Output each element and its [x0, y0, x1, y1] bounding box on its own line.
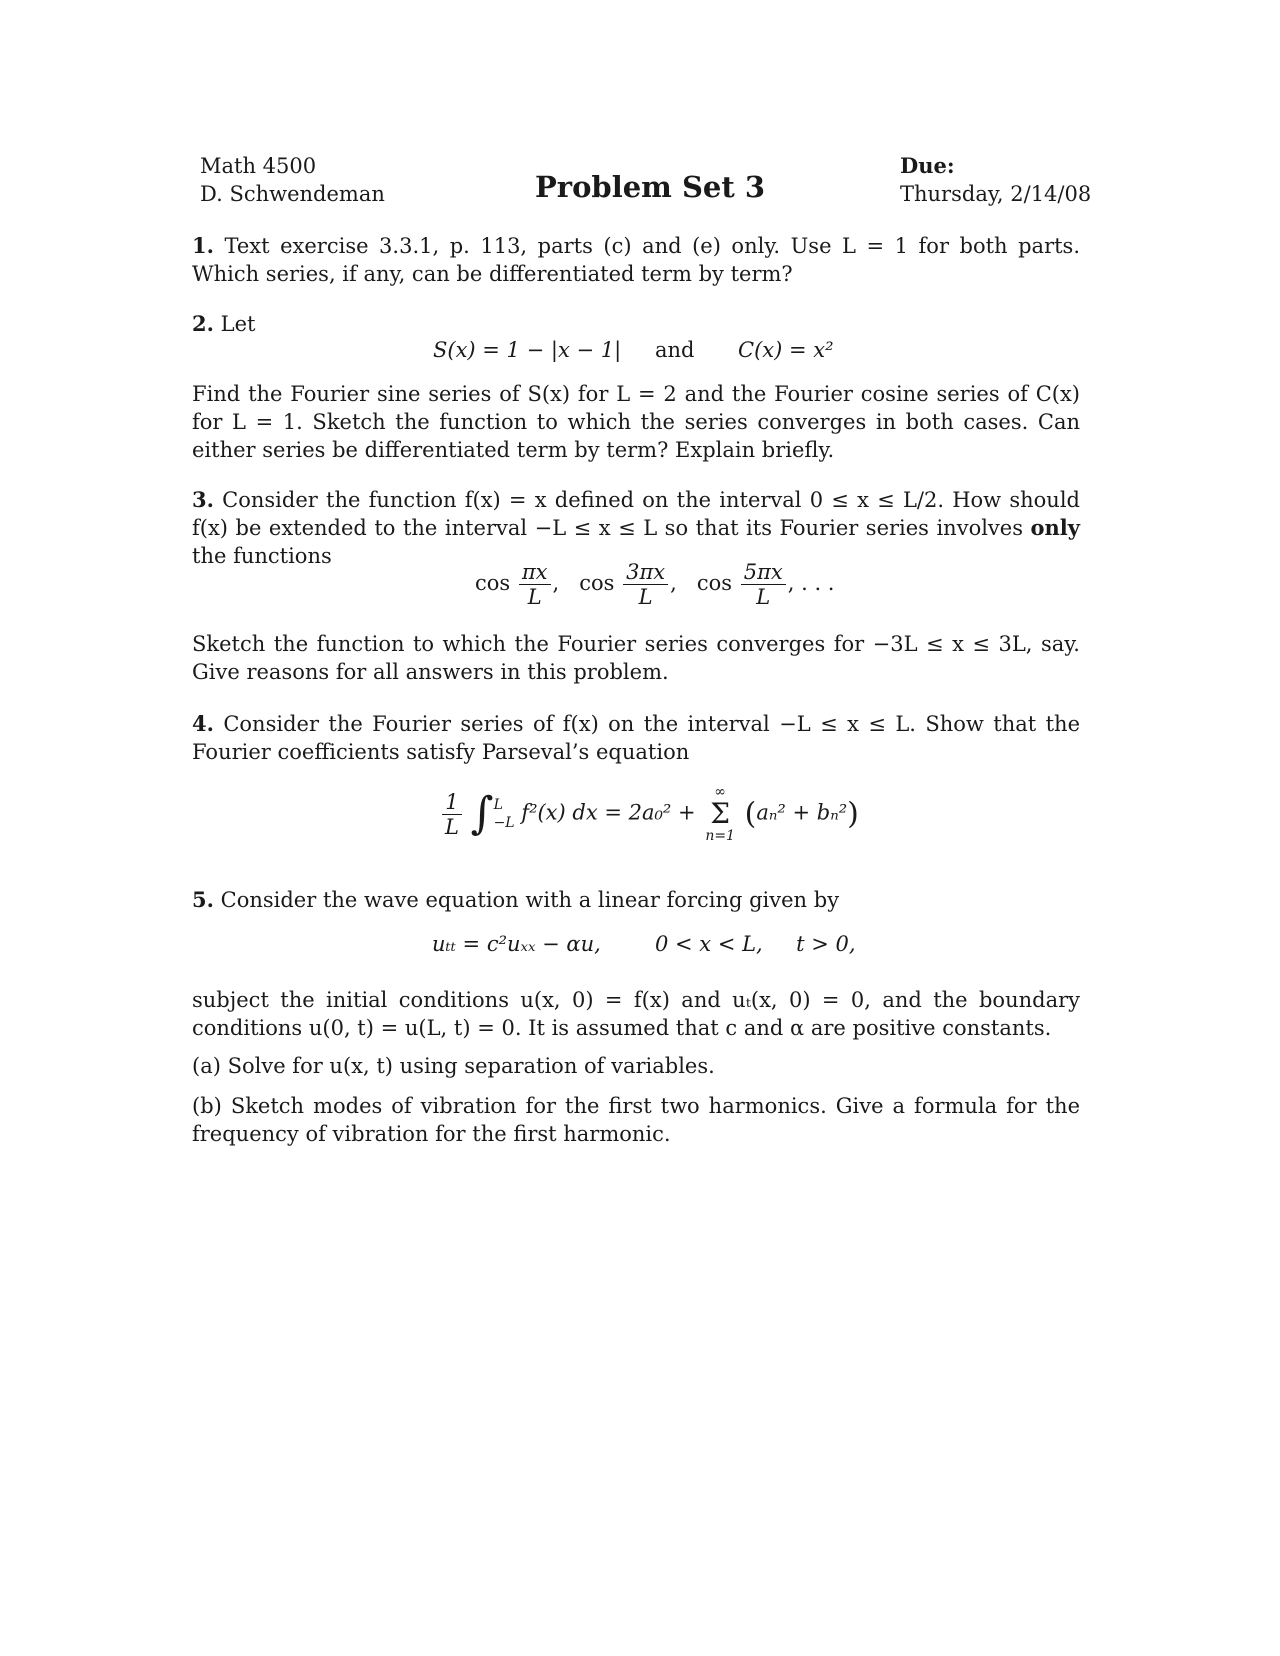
course-label: Math 4500 — [200, 154, 317, 178]
problem-5-text: Consider the wave equation with a linear forcing given by — [220, 888, 840, 912]
due-label: Due: — [900, 153, 955, 178]
due-date: Thursday, 2/14/08 — [900, 182, 1092, 206]
cos-term-3: cos $\frac{5\pi x}{L}$ , . . . — [696, 560, 835, 609]
problem-5-part-b: (b) Sketch modes of vibration for the first two harmonics. Give a formula for the frequency of vibration for the first harmonic. — [192, 1094, 1080, 1146]
problem-4 — [192, 710, 1080, 766]
problem-1-number: 1. — [192, 233, 214, 258]
summation: ∞ Σ n=1 — [705, 784, 735, 844]
page-title: Problem Set 3 — [534, 170, 766, 204]
wave-equation: uₜₜ = c²uₓₓ − αu, — [432, 932, 601, 956]
wave-equation-domain: 0 < x < L, t > 0, — [655, 932, 856, 956]
problem-2-eq-left: S(x) = 1 − |x − 1| — [433, 338, 622, 362]
integral-sign: ∫ — [470, 788, 494, 839]
parseval-fraction: $\frac{1}{L}$ — [442, 790, 462, 839]
problem-4-number: 4. — [192, 711, 214, 736]
problem-2-lead — [192, 310, 255, 338]
problem-3-number: 3. — [192, 487, 214, 512]
cos-term-1: cos $\frac{\pi x}{L}$ , — [475, 560, 566, 609]
cos-term-2: cos $\frac{3\pi x}{L}$ , — [579, 560, 684, 609]
problem-5-text-2: subject the initial conditions u(x, 0) = f(x) and uₜ(x, 0) = 0, and the boundary conditions u(0, t) = u(L, t) = 0. It is assumed that c and α are positive constants. — [192, 988, 1080, 1040]
problem-2-text: Find the Fourier sine series of S(x) for L = 2 and the Fourier cosine series of C(x) for L = 1. Sketch the function to which the series converges in both cases. Can either series be differentiated term by term? Explain briefly. — [192, 382, 1080, 462]
problem-5 — [192, 886, 839, 914]
problem-2-eq-right: C(x) = x² — [738, 338, 834, 362]
problem-1-text: Text exercise 3.3.1, p. 113, parts (c) and (e) only. Use L = 1 for both parts. Which series, if any, can be differentiated term by term? — [192, 234, 1081, 286]
problem-3-cos-equation — [475, 560, 834, 609]
problem-3 — [192, 486, 1080, 570]
instructor-label: D. Schwendeman — [200, 182, 385, 206]
problem-5-number: 5. — [192, 887, 214, 912]
parseval-integrand: f²(x) dx = 2a₀² + — [521, 800, 696, 825]
problem-2-number: 2. — [192, 311, 214, 336]
problem-5-part-a: (a) Solve for u(x, t) using separation of variables. — [192, 1054, 715, 1078]
problem-4-text: Consider the Fourier series of f(x) on the interval −L ≤ x ≤ L. Show that the Fourier coefficients satisfy Parseval’s equation — [192, 712, 1080, 764]
problem-2-eq-and: and — [655, 338, 695, 362]
problem-3-bold-only: only — [1030, 515, 1080, 540]
problem-3-text-2: Sketch the function to which the Fourier series converges for −3L ≤ x ≤ 3L, say. Give reasons for all answers in this problem. — [192, 632, 1080, 684]
parseval-equation: $\frac{1}{L}$ ∫ L −L f²(x) dx = 2a₀² + ∞ Σ n=1 (aₙ² + bₙ²) — [440, 784, 859, 844]
problem-3-text-after: the functions — [192, 544, 332, 568]
problem-3-text-before: Consider the function f(x) = x defined on the interval 0 ≤ x ≤ L/2. How should f(x) be extended to the interval −L ≤ x ≤ L so that its Fourier series involves — [192, 488, 1080, 540]
parseval-sum-body: aₙ² + bₙ² — [756, 800, 848, 825]
problem-1 — [192, 232, 1080, 288]
problem-2-lead-text: Let — [220, 312, 256, 336]
